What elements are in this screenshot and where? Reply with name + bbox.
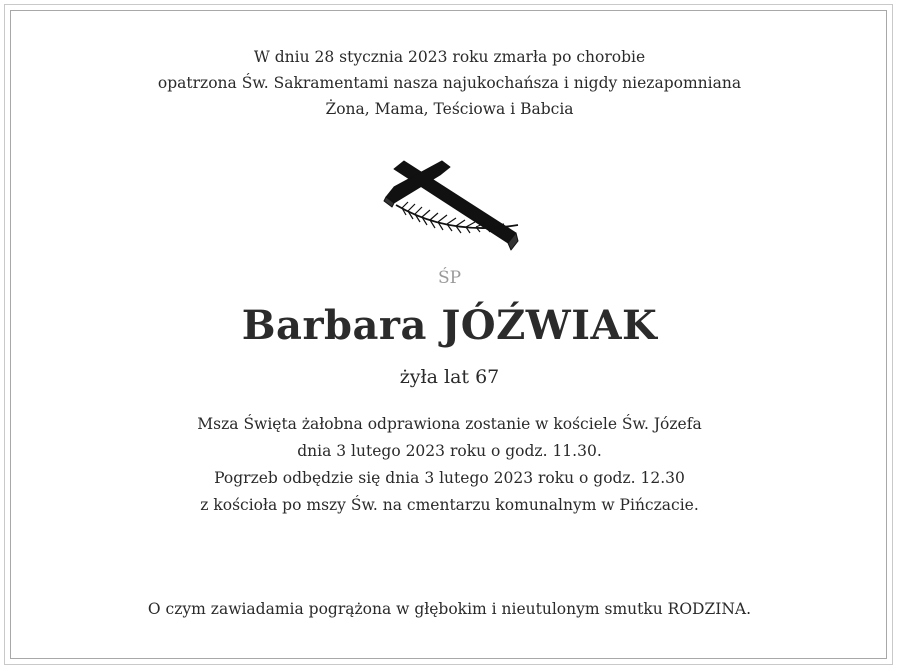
closing-line: O czym zawiadamia pogrążona w głębokim i nieutulonym smutku RODZINA. (147, 600, 752, 618)
honorific: ŚP (437, 268, 462, 288)
intro-text (0, 44, 899, 122)
intro-line-1: W dniu 28 stycznia 2023 roku zmarła po chorobie (253, 48, 646, 66)
intro-line-3: Żona, Mama, Teściowa i Babcia (325, 100, 574, 118)
intro-line-2: opatrzona Św. Sakramentami nasza najukochańsza i nigdy niezapomniana (157, 74, 742, 92)
age-text: żyła lat 67 (399, 366, 500, 388)
details-line-3: Pogrzeb odbędzie się dnia 3 lutego 2023 roku o godz. 12.30 (214, 469, 685, 487)
deceased-name: Barbara JÓŹWIAK (241, 302, 658, 349)
funeral-details (0, 411, 899, 519)
cross-with-palm-icon (380, 155, 522, 255)
details-line-2: dnia 3 lutego 2023 roku o godz. 11.30. (297, 442, 602, 460)
details-line-1: Msza Święta żałobna odprawiona zostanie w kościele Św. Józefa (197, 415, 702, 433)
details-line-4: z kościoła po mszy Św. na cmentarzu komunalnym w Pińczacie. (200, 496, 699, 514)
